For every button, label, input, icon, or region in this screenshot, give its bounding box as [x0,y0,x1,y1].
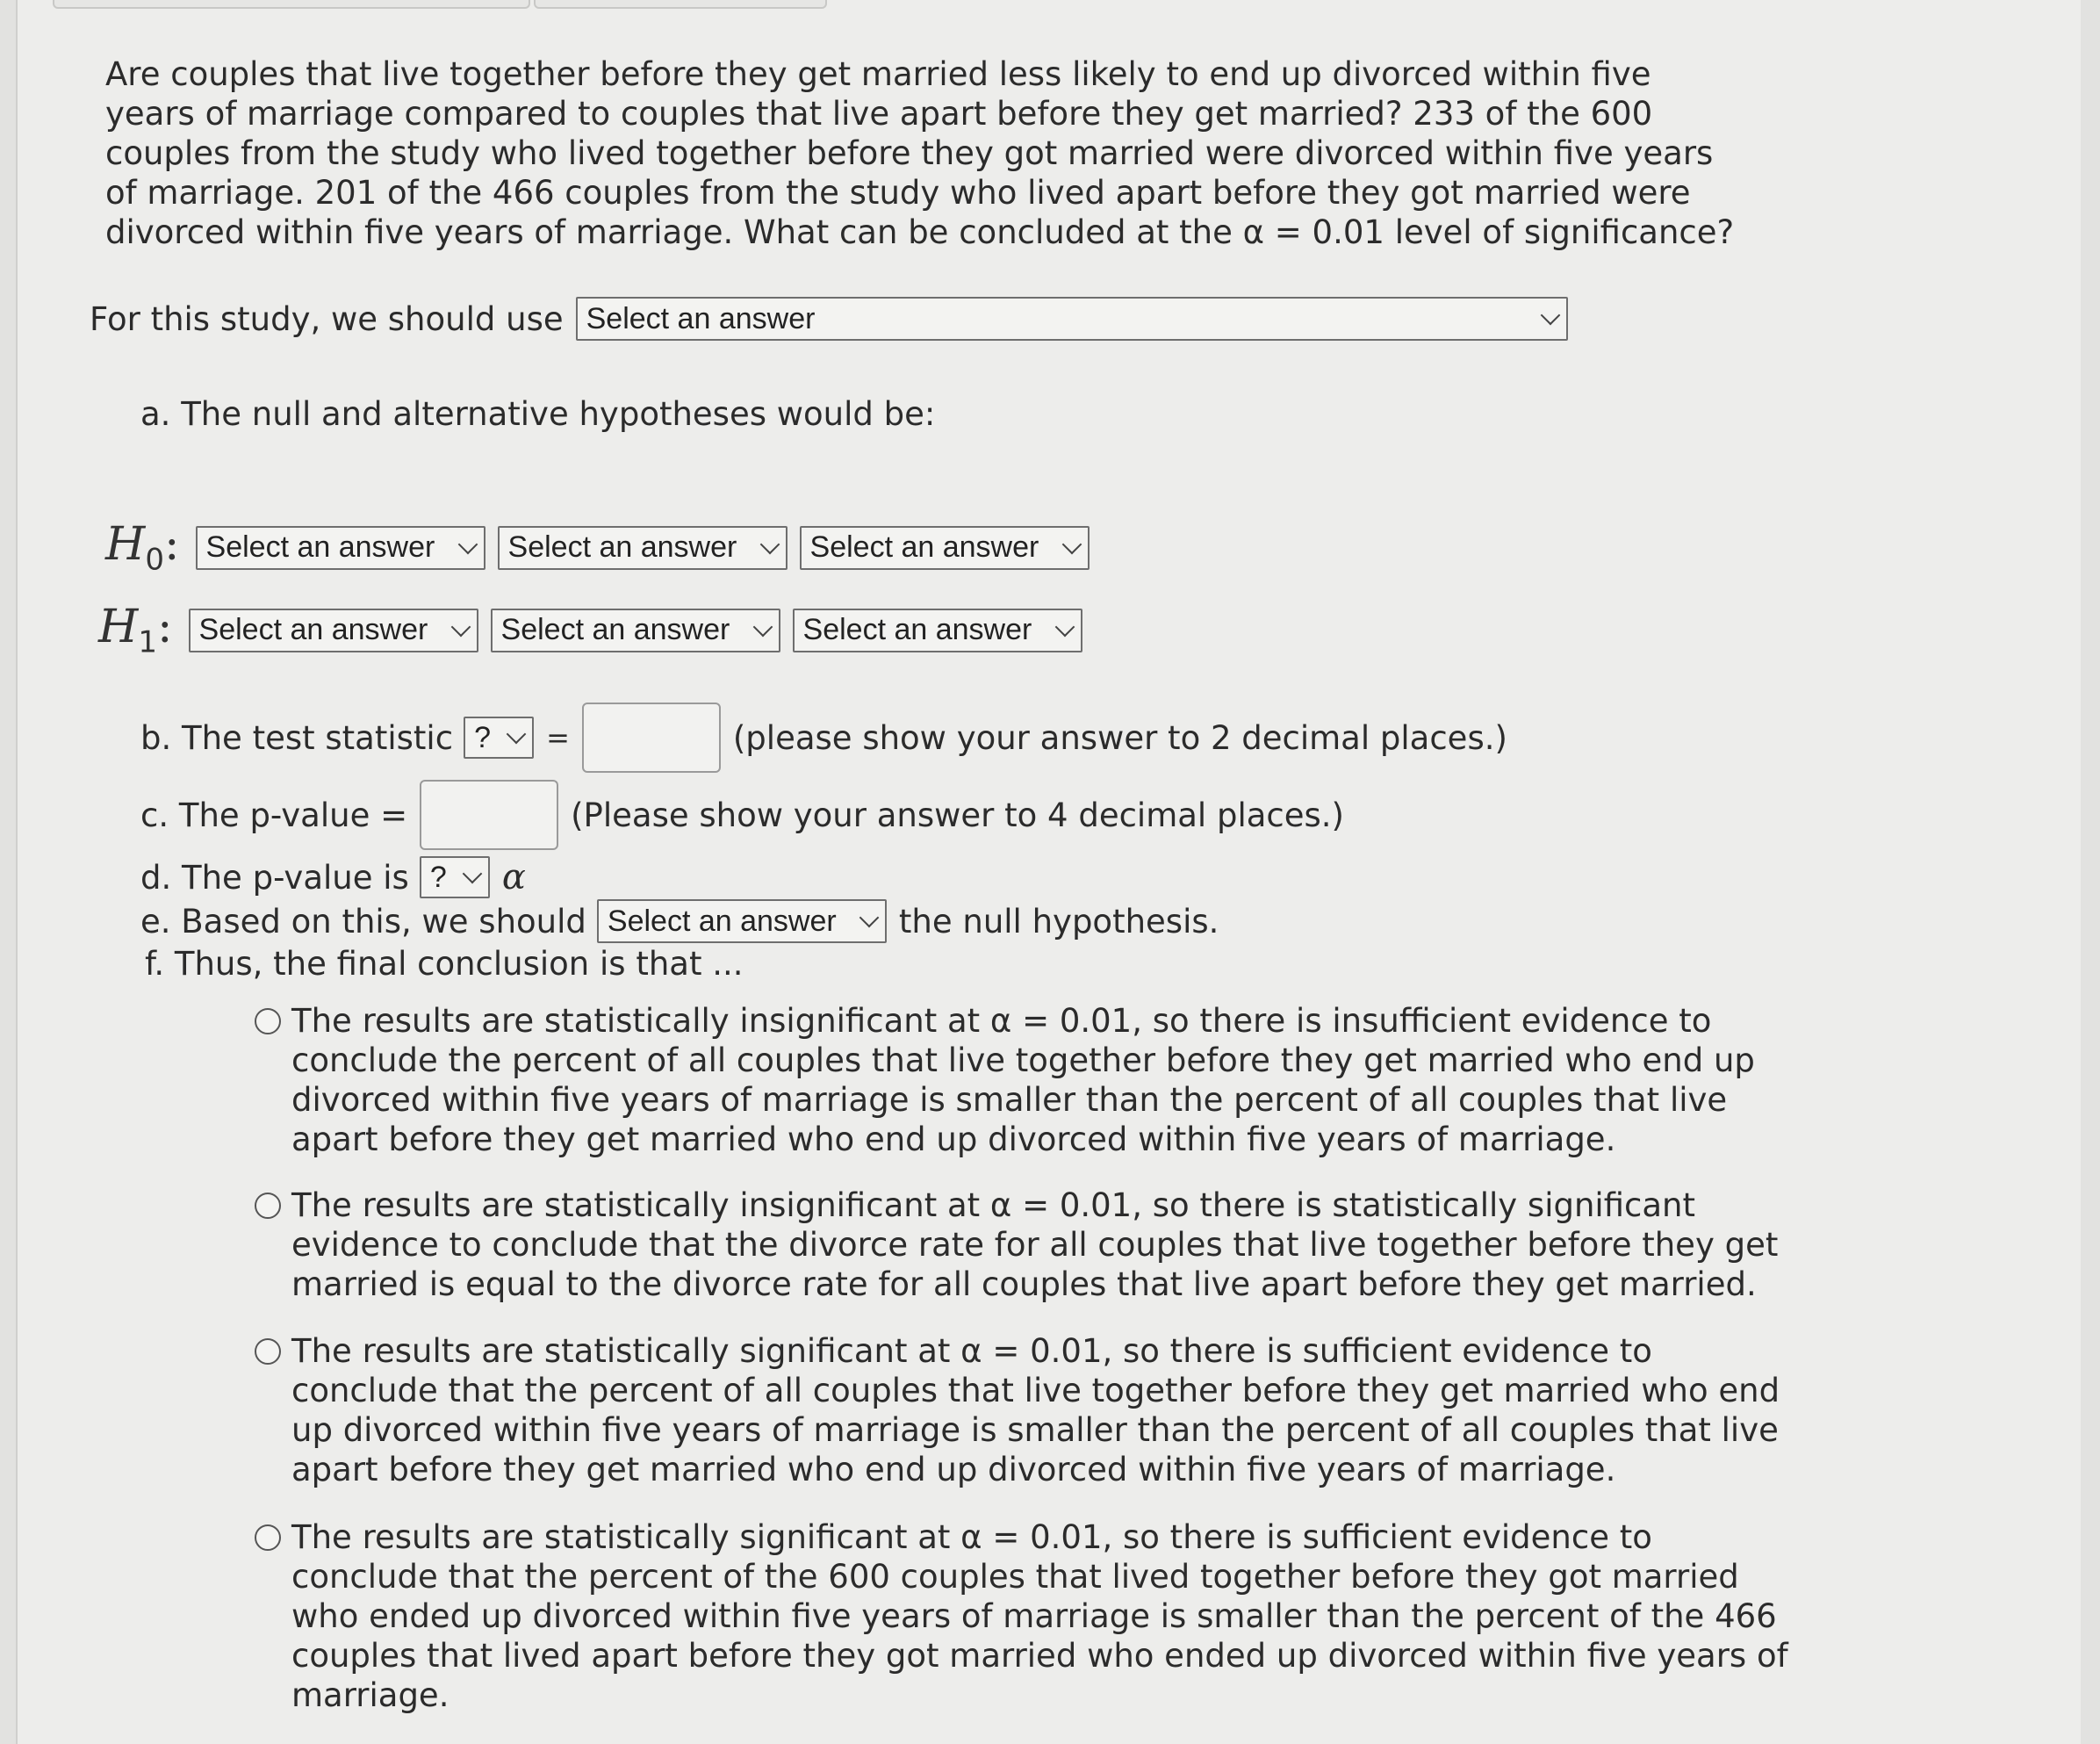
conclusion-option-1[interactable] [256,1001,1802,1159]
part-e-suffix: the null hypothesis. [898,902,1219,940]
equals-sign: = [546,721,570,754]
chevron-down-icon [450,616,471,637]
part-b-row [140,703,1507,773]
p-value-comparison-select[interactable] [420,856,490,898]
part-a-label [140,395,935,433]
chevron-down-icon [1540,306,1560,326]
select-value: Select an answer [586,301,816,335]
h0-row [105,518,1090,577]
radio-button[interactable] [255,1193,281,1219]
part-c-note: (Please show your answer to 4 decimal places.) [571,796,1344,834]
part-b-note: (please show your answer to 2 decimal places.) [732,718,1507,757]
radio-button[interactable] [255,1338,281,1365]
part-c-row [140,780,1344,850]
conclusion-option-4[interactable] [256,1517,1802,1715]
part-d-label: d. The p-value is [140,858,409,897]
previous-panel-edge [53,0,530,9]
select-value: Select an answer [507,530,737,565]
select-value: ? [429,860,447,894]
chevron-down-icon [462,864,482,884]
select-value: ? [474,720,491,754]
select-value: Select an answer [802,613,1032,647]
question-panel [16,0,2081,1744]
radio-button[interactable] [255,1524,281,1551]
select-value: Select an answer [198,613,428,647]
chevron-down-icon [859,908,880,928]
option-text: The results are statistically significant at α = 0.01, so there is sufficient evidence to conclude that the percent of all couples that live together before they get married who end up divorced within five years of marriage is smaller than the percent of all couples that live apart before they get married who end up divorced within five years of marriage. [291,1332,1780,1488]
h1-value-select[interactable] [793,609,1082,652]
part-d-row [140,856,526,898]
h0-operator-select[interactable] [498,526,788,570]
radio-button[interactable] [255,1008,281,1034]
option-text: The results are statistically insignificant at α = 0.01, so there is insufficient evidence to conclude the percent of all couples that live together before they get married who end up divorced within five years of marriage is smaller than the percent of all couples that live apart before they get married who end up divorced within five years of marriage. [291,1002,1755,1158]
h1-row [98,601,1082,659]
h1-parameter-select[interactable] [189,609,478,652]
part-b-label: b. The test statistic [140,718,454,757]
chevron-down-icon [759,534,780,554]
study-type-select[interactable] [576,297,1568,341]
chevron-down-icon [457,534,478,554]
select-value: Select an answer [809,530,1039,565]
chevron-down-icon [1054,616,1075,637]
chevron-down-icon [752,616,773,637]
option-text: The results are statistically insignificant at α = 0.01, so there is statistically significant evidence to conclude that the divorce rate for all couples that live together before they get married is equal to the divorce rate for all couples that live apart before they get married. [291,1186,1779,1303]
part-f-label [145,945,744,983]
previous-panel-edge [534,0,827,9]
conclusion-option-3[interactable] [256,1331,1802,1489]
decision-select[interactable] [597,899,887,943]
h0-symbol: $H_0$: [105,518,180,578]
study-type-row [90,297,1568,341]
conclusion-option-2[interactable] [256,1185,1802,1304]
test-statistic-type-select[interactable] [464,717,534,759]
chevron-down-icon [1061,534,1082,554]
part-e-label: e. Based on this, we should [140,902,586,940]
part-c-label: c. The p-value = [140,796,408,834]
test-statistic-input[interactable] [582,703,721,773]
h0-value-select[interactable] [800,526,1090,570]
p-value-input[interactable] [420,780,558,850]
h1-symbol: $H_1$: [98,601,173,660]
select-value: Select an answer [607,904,837,938]
h1-operator-select[interactable] [491,609,780,652]
study-type-label: For this study, we should use [90,299,564,338]
question-text: Are couples that live together before they get married less likely to end up divorced within five years of marriage compared to couples that live apart before they get married? 233 of the 600 couples from the study who lived together before they got married were divorced within five years of marriage. 201 of the 466 couples from the study who lived apart before they got married were divorced within five years of marriage. What can be concluded at the α = 0.01 level of significance? [105,55,1735,251]
part-e-row [140,899,1219,943]
part-f-text: f. Thus, the final conclusion is that ... [145,945,744,983]
part-a-text: a. The null and alternative hypotheses would be: [140,395,936,433]
chevron-down-icon [507,724,527,745]
alpha-symbol: α [501,857,526,897]
h0-parameter-select[interactable] [196,526,485,570]
select-value: Select an answer [500,613,730,647]
option-text: The results are statistically significant at α = 0.01, so there is sufficient evidence to conclude that the percent of the 600 couples that lived together before they got married who ended up divorced within five years of marriage is smaller than the percent of the 466 couples that lived apart before they got married who ended up divorced within five years of marriage. [291,1518,1788,1714]
select-value: Select an answer [205,530,435,565]
